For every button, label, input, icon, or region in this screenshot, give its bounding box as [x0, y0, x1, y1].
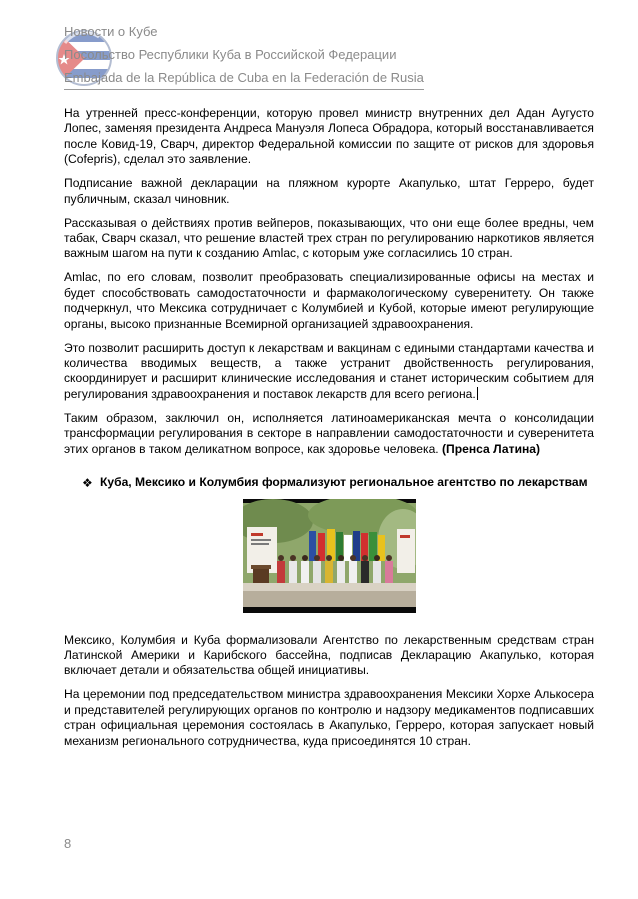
- paragraph-3: Рассказывая о действиях против вейперов, показывающих, что они еще более вредны, чем табак, Сварч сказал, что решение властей трех стран по регулированию наркотиков является важным шагом на пути к созданию Amlac, с которым уже согласились 10 стран.: [64, 215, 594, 261]
- ceremony-photo: [243, 499, 416, 613]
- article2-title: Куба, Мексико и Колумбия формализуют региональное агентство по лекарствам: [100, 475, 588, 490]
- page-number: 8: [64, 836, 72, 851]
- paragraph-closing: [64, 411, 594, 457]
- paragraph-2: Подписание важной декларации на пляжном курорте Акапулько, штат Герреро, будет публичным, сказал чиновник.: [64, 176, 594, 206]
- diamond-bullet-icon: ❖: [82, 476, 93, 491]
- source-credit: (Пренса Латина): [442, 441, 541, 456]
- document-header: [64, 20, 604, 90]
- header-embassy-es: Embajada de la República de Cuba en la Federación de Rusia: [64, 66, 424, 90]
- paragraph-closing-text: Таким образом, заключил он, исполняется латиноамериканская мечта о консолидации трансформации регулирования в секторе в направлении самодостаточности и суверенитета этих органов в таком деликатном вопросе, как здоровье человека.: [64, 410, 594, 456]
- article2-paragraph-1: Мексико, Колумбия и Куба формализовали Агентство по лекарственным средствам стран Латинской Америки и Карибского бассейна, подписав Декларацию Акапулько, которая включает детали и обязательства общей инициативы.: [64, 632, 594, 678]
- header-news-title: Новости о Кубе: [64, 24, 158, 39]
- paragraph-5[interactable]: [64, 341, 594, 403]
- paragraph-1: На утренней пресс-конференции, которую провел министр внутренних дел Адан Аугусто Лопес, заменяя президента Андреса Мануэля Лопеса Обрадора, который восстанавливается после Ковид-19, Сварч, директор Федеральной комиссии по защите от рисков для здоровья (Cofepris), сделал это заявление.: [64, 106, 594, 167]
- article-body: [64, 106, 594, 758]
- article2-paragraph-2: На церемонии под председательством министра здравоохранения Мексики Хорхе Алькосера и представителей регулирующих органов по контролю и надзору медикаментов подписавших стран официальная церемония состоялась в Акапулько, Герреро, которая запускает новый механизм регионального сотрудничества, куда присоединятся 10 стран.: [64, 687, 594, 748]
- article2-heading: [82, 475, 594, 490]
- text-cursor: [477, 387, 478, 400]
- paragraph-4: Amlac, по его словам, позволит преобразовать специализированные офисы на местах и будет способствовать самодостаточности и фармакологическому суверенитету. Он также подчеркнул, что Мексика сотрудничает с Колумбией и Кубой, которые имеют регулирующие органы, высоко признанные Всемирной организацией здравоохранения.: [64, 270, 594, 331]
- header-embassy-ru: Посольство Республики Куба в Российской Федерации: [64, 47, 397, 62]
- paragraph-5-text: Это позволит расширить доступ к лекарствам и вакцинам с едиными стандартами качества и количества вводимых веществ, а также устранит двойственность регулирования, скоординирует и расширит клинические исследования и станет историческим событием для регулирования здравоохранения и поставок лекарств для всего региона.: [64, 340, 594, 401]
